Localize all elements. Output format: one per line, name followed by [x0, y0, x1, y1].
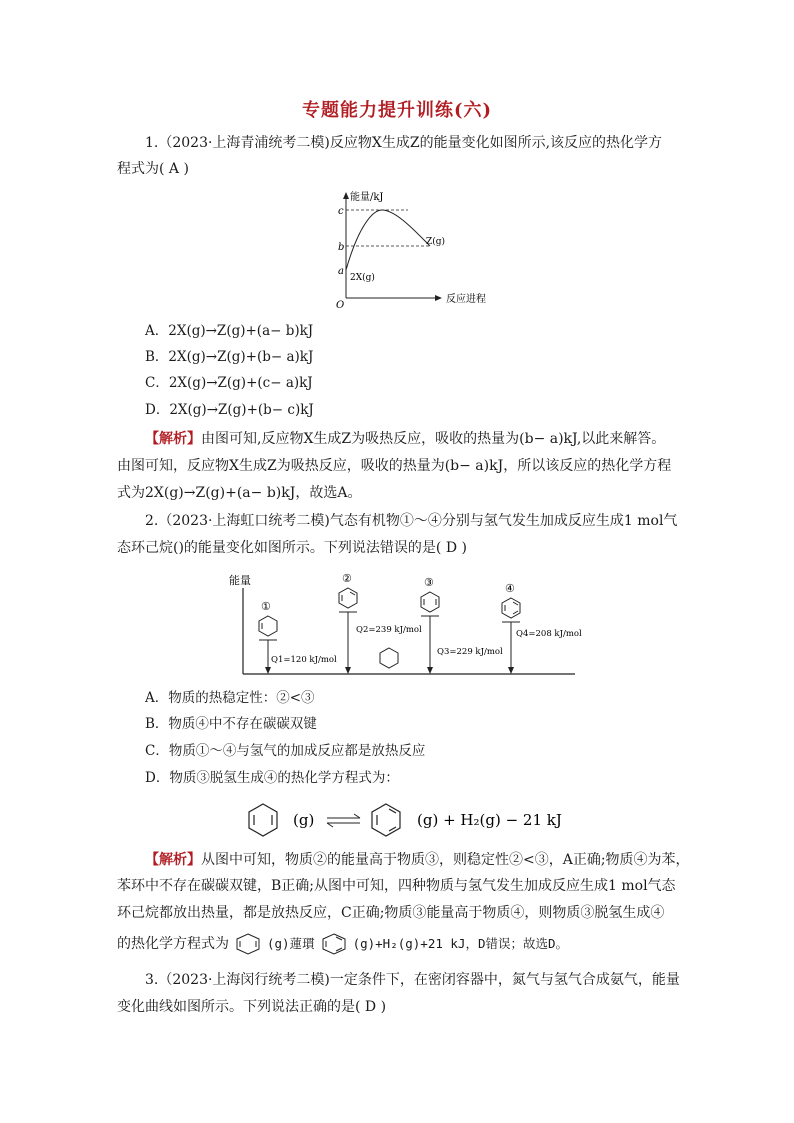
arrow-icon [508, 667, 514, 674]
q2-eq-g1: (g) [293, 811, 315, 829]
q2-equation [245, 800, 585, 840]
q2-q3: Q3=229 kJ/mol [437, 647, 503, 657]
q1-analysis-line3: 式为2X(g)→Z(g)+(a− b)kJ，故选A。 [117, 485, 362, 501]
arrow-icon [345, 667, 351, 674]
q2-analysis-line4 [117, 931, 682, 957]
q2-q1: Q1=120 kJ/mol [271, 655, 337, 665]
q2-analysis-line2: 苯环中不存在碳碳双键，B正确;从图中可知，四种物质与氢气发生加成反应生成1 mol气态 [117, 878, 676, 894]
cyclohexane-icon [380, 648, 398, 668]
analysis-tag: 【解析】 [145, 431, 201, 447]
q1-stem-line1: 1.（2023·上海青浦统考二模)反应物X生成Z的能量变化如图所示,该反应的热化学方 [145, 135, 663, 151]
q1-end-label: Z(g) [426, 237, 446, 247]
q1-xlabel: 反应进程 [446, 294, 486, 305]
q2-label-4: ④ [505, 582, 515, 595]
q1-analysis-line1 [145, 426, 710, 452]
q2-option-a: A．物质的热稳定性：②<③ [145, 690, 315, 706]
q2-analysis-line3: 环己烷都放出热量，都是放热反应，C正确;物质③能量高于物质④，则物质③脱氢生成④ [117, 905, 665, 921]
equilibrium-arrow-icon [354, 814, 360, 818]
q1-ylabel: 能量/kJ [350, 192, 384, 203]
q2-stem-line1: 2.（2023·上海虹口统考二模)气态有机物①～④分别与氢气发生加成反应生成1 mol气 [145, 513, 678, 529]
q1-option-b: B．2X(g)→Z(g)+(b− a)kJ [145, 349, 314, 365]
q2-analysis-4c: (g)+H₂(g)+21 kJ，D错误；故选D。 [352, 936, 569, 951]
q1-option-d: D．2X(g)→Z(g)+(b− c)kJ [145, 402, 314, 418]
q3-stem-line1: 3.（2023·上海闵行统考二模)一定条件下，在密闭容器中，氮气与氢气合成氨气，能量 [145, 972, 680, 988]
q2-label-1: ① [261, 600, 271, 613]
arrow-icon [435, 295, 442, 301]
q3-stem-line2: 变化曲线如图所示。下列说法正确的是( D ) [117, 999, 387, 1015]
benzene-icon [372, 804, 400, 836]
q1-start-label: 2X(g) [350, 273, 375, 283]
page-title: 专题能力提升训练(六) [301, 100, 493, 121]
q1-energy-diagram [330, 190, 500, 315]
q2-analysis-4b: (g)蓮瑻 [267, 936, 315, 951]
arrow-icon [265, 667, 271, 674]
cyclohexadiene-icon [233, 932, 263, 956]
q2-ylabel: 能量 [229, 574, 251, 587]
q2-label-3: ③ [424, 576, 434, 589]
q1-analysis-text1: 由图可知,反应物X生成Z为吸热反应，吸收的热量为(b− a)kJ,以此来解答。 [201, 431, 666, 447]
q1-option-c: C．2X(g)→Z(g)+(c− a)kJ [145, 375, 313, 391]
q1-origin: O [336, 300, 345, 311]
q2-option-c: C．物质①～④与氢气的加成反应都是放热反应 [145, 743, 426, 759]
q1-tick-b: b [338, 242, 345, 253]
q2-option-b: B．物质④中不存在碳碳双键 [145, 716, 317, 732]
analysis-tag: 【解析】 [145, 852, 201, 868]
arrow-icon [343, 192, 349, 199]
q1-tick-c: c [338, 206, 344, 217]
q2-stem-line2: 态环己烷()的能量变化如图所示。下列说法错误的是( D ) [117, 540, 467, 556]
cyclohexadiene-icon [249, 804, 277, 836]
arrow-icon [427, 667, 433, 674]
q2-label-2: ② [342, 572, 352, 585]
q2-eq-rhs: (g) + H₂(g) − 21 kJ [417, 811, 562, 829]
benzene-icon [319, 932, 349, 956]
q1-tick-a: a [338, 266, 344, 277]
q2-analysis-line1 [145, 847, 710, 873]
q2-analysis-text1: 从图中可知，物质②的能量高于物质③，则稳定性②<③，A正确;物质④为苯， [201, 852, 690, 868]
q1-stem-line2: 程式为( A ) [117, 161, 189, 177]
q2-q4: Q4=208 kJ/mol [516, 629, 582, 639]
q2-q2: Q2=239 kJ/mol [356, 625, 422, 635]
q2-energy-diagram [225, 570, 582, 678]
q1-option-a: A．2X(g)→Z(g)+(a− b)kJ [145, 323, 314, 339]
q1-energy-curve [346, 210, 430, 270]
q2-analysis-4a: 的热化学方程式为 [117, 936, 229, 952]
q2-option-d: D．物质③脱氢生成④的热化学方程式为： [145, 770, 399, 786]
q1-analysis-line2: 由图可知，反应物X生成Z为吸热反应，吸收的热量为(b− a)kJ，所以该反应的热化学方程 [117, 458, 672, 474]
